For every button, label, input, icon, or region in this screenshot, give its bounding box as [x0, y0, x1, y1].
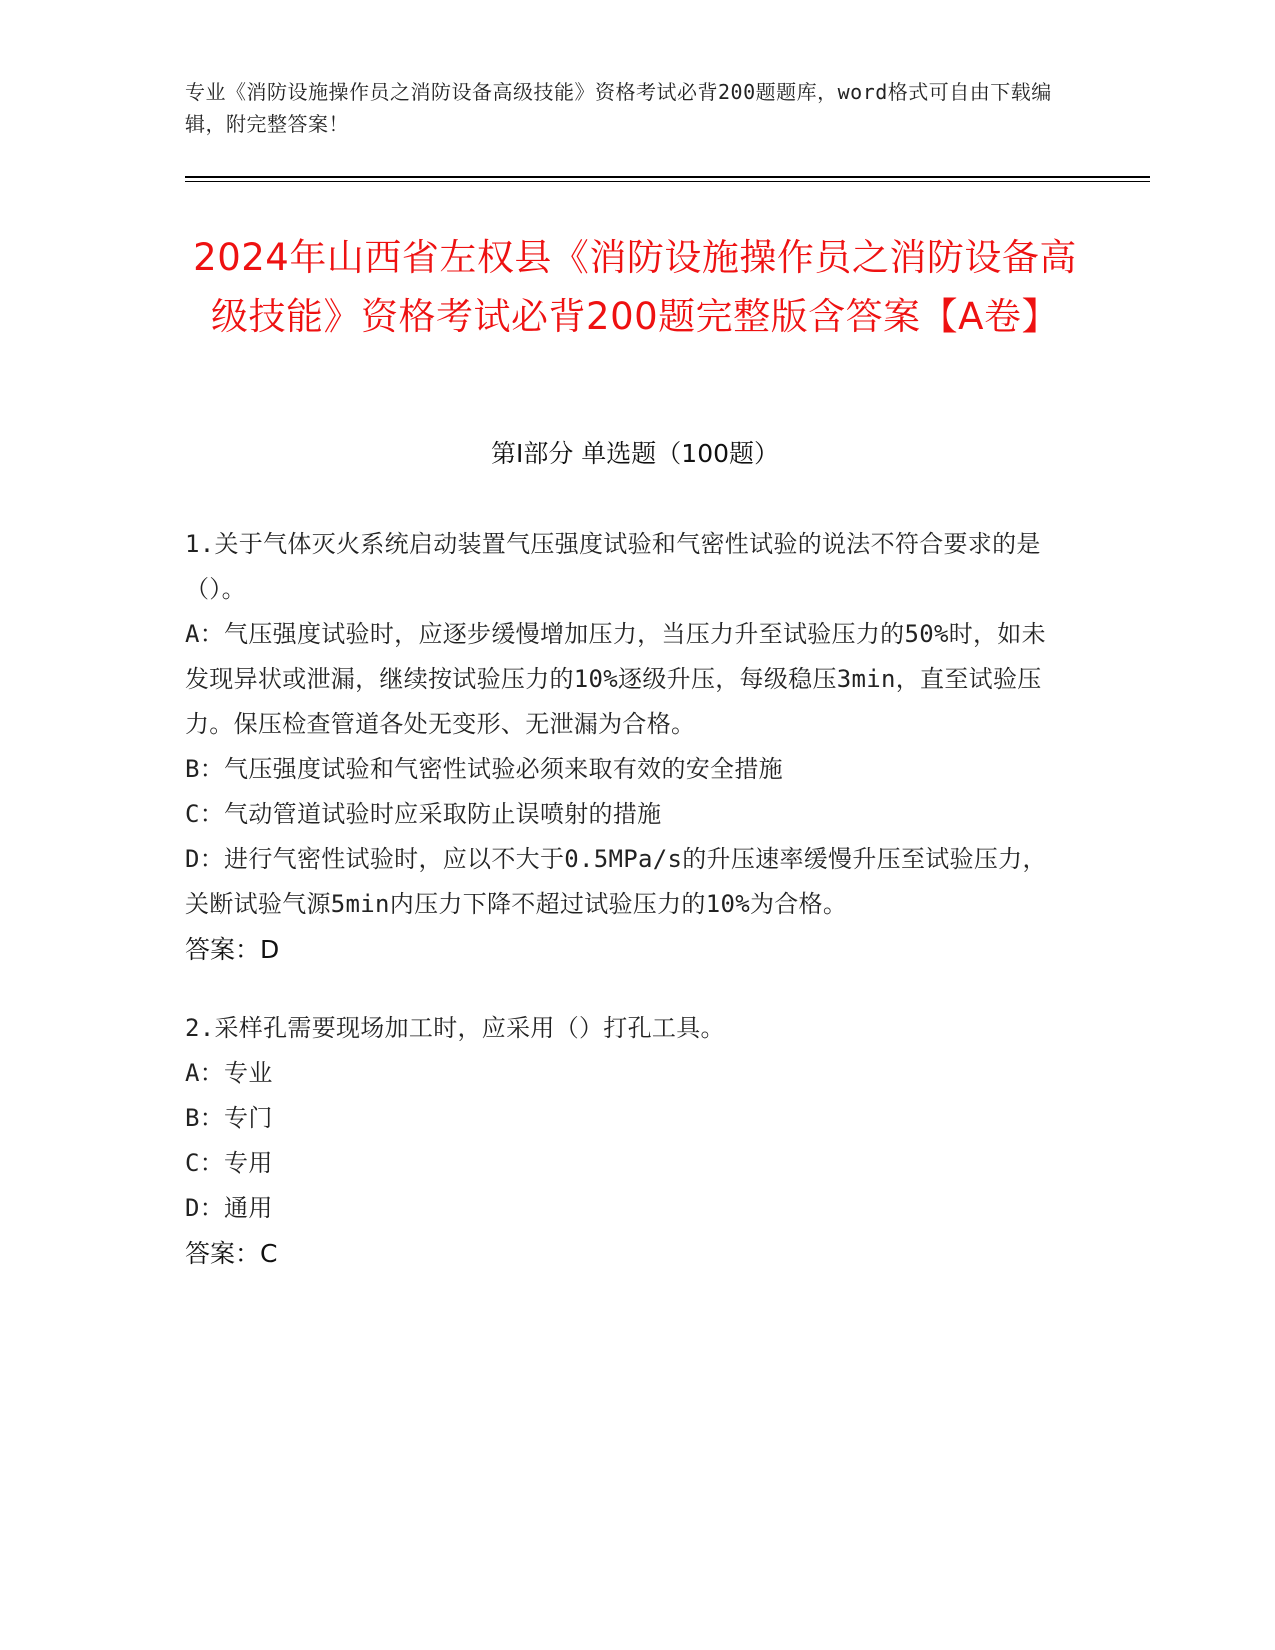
option-c: C：气动管道试验时应采取防止误喷射的措施	[185, 800, 662, 828]
option-d: D：通用	[185, 1194, 273, 1222]
option-a: A：专业	[185, 1059, 273, 1087]
option-d: D：进行气密性试验时，应以不大于0.5MPa/s的升压速率缓慢升压至试验压力，关断试验气源5min内压力下降不超过试验压力的10%为合格。	[185, 845, 1047, 918]
option-c: C：专用	[185, 1149, 273, 1177]
header-rule-thin	[185, 181, 1150, 182]
answer-label: 答案：D	[185, 935, 280, 964]
question-list	[185, 522, 1065, 1310]
header-note: 专业《消防设施操作员之消防设备高级技能》资格考试必背200题题库，word格式可自由下载编辑，附完整答案！	[185, 80, 1052, 136]
question-stem: 2.采样孔需要现场加工时，应采用（）打孔工具。	[185, 1014, 725, 1042]
section-heading: 第I部分 单选题（100题）	[490, 439, 780, 468]
option-a: A：气压强度试验时，应逐步缓慢增加压力，当压力升至试验压力的50%时，如未发现异状或泄漏，继续按试验压力的10%逐级升压，每级稳压3min，直至试验压力。保压检查管道各处无变形、无泄漏为合格。	[185, 620, 1046, 738]
question-2	[185, 1006, 1065, 1276]
option-b: B：气压强度试验和气密性试验必须来取有效的安全措施	[185, 755, 783, 783]
question-stem: 1.关于气体灭火系统启动装置气压强度试验和气密性试验的说法不符合要求的是（）。	[185, 530, 1041, 603]
answer-label: 答案：C	[185, 1239, 278, 1268]
option-b: B：专门	[185, 1104, 273, 1132]
question-1	[185, 522, 1065, 972]
document-title: 2024年山西省左权县《消防设施操作员之消防设备高级技能》资格考试必背200题完整版含答案【A卷】	[193, 236, 1077, 338]
header-rule-thick	[185, 176, 1150, 178]
